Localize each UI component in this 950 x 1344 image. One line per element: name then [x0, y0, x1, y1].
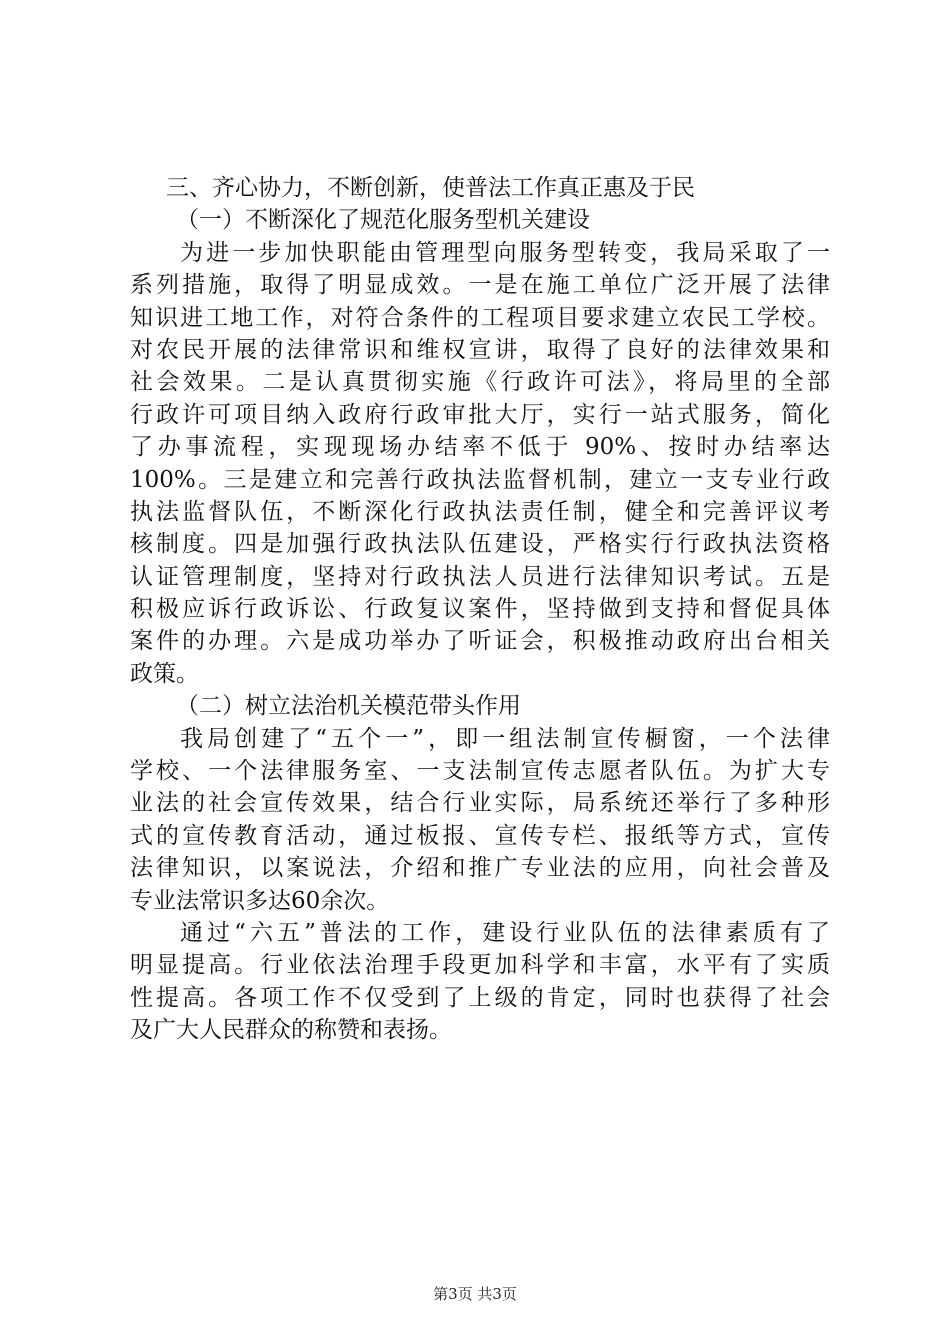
paragraph-line: 我局创建了“五个一”，即一组法制宣传橱窗，一个法律	[180, 725, 830, 752]
paragraph-line: 积极应诉行政诉讼、行政复议案件，坚持做到支持和督促具体	[130, 596, 830, 623]
paragraph-line: 法律知识，以案说法，介绍和推广专业法的应用，向社会普及	[130, 855, 830, 882]
paragraph-line: 知识进工地工作，对符合条件的工程项目要求建立农民工学校。	[130, 304, 830, 331]
paragraph-line: 核制度。四是加强行政执法队伍建设，严格实行行政执法资格	[130, 531, 830, 558]
paragraph-line: 为进一步加快职能由管理型向服务型转变，我局采取了一	[180, 239, 830, 266]
paragraph-line: 政策。	[130, 660, 199, 687]
paragraph-line: 对农民开展的法律常识和维权宣讲，取得了良好的法律效果和	[130, 336, 830, 363]
document-body	[130, 172, 830, 1047]
paragraph-line: 及广大人民群众的称赞和表扬。	[130, 1017, 452, 1044]
page-number-footer: 第3页 共3页	[433, 1285, 517, 1303]
paragraph-line: 认证管理制度，坚持对行政执法人员进行法律知识考试。五是	[130, 563, 830, 590]
paragraph-1	[130, 237, 830, 690]
paragraph-line: 学校、一个法律服务室、一支法制宣传志愿者队伍。为扩大专	[130, 758, 830, 785]
paragraph-line: 系列措施，取得了明显成效。一是在施工单位广泛开展了法律	[130, 272, 830, 299]
paragraph-line: 执法监督队伍，不断深化行政执法责任制，健全和完善评议考	[130, 498, 830, 525]
paragraph-line: 业法的社会宣传效果，结合行业实际，局系统还举行了多种形	[130, 790, 830, 817]
paragraph-line: 通过“六五”普法的工作，建设行业队伍的法律素质有了	[180, 919, 830, 946]
subsection-heading-2: （二）树立法治机关模范带头作用	[176, 693, 521, 720]
paragraph-line: 社会效果。二是认真贯彻实施《行政许可法》，将局里的全部	[130, 369, 830, 396]
paragraph-line: 了办事流程，实现现场办结率不低于 90%、按时办结率达	[130, 434, 830, 461]
paragraph-3	[130, 917, 830, 1047]
subsection-heading-1: （一）不断深化了规范化服务型机关建设	[176, 207, 590, 234]
paragraph-line: 式的宣传教育活动，通过板报、宣传专栏、报纸等方式，宣传	[130, 822, 830, 849]
paragraph-2	[130, 723, 830, 917]
section-heading: 三、齐心协力，不断创新，使普法工作真正惠及于民	[166, 175, 695, 201]
paragraph-line: 明显提高。行业依法治理手段更加科学和丰富，水平有了实质	[130, 952, 830, 979]
paragraph-line: 行政许可项目纳入政府行政审批大厅，实行一站式服务，简化	[130, 401, 830, 428]
paragraph-line: 100%。三是建立和完善行政执法监督机制，建立一支专业行政	[130, 466, 830, 493]
paragraph-line: 性提高。各项工作不仅受到了上级的肯定，同时也获得了社会	[130, 984, 830, 1011]
paragraph-line: 案件的办理。六是成功举办了听证会，积极推动政府出台相关	[130, 628, 830, 655]
paragraph-line: 专业法常识多达60余次。	[130, 887, 390, 914]
